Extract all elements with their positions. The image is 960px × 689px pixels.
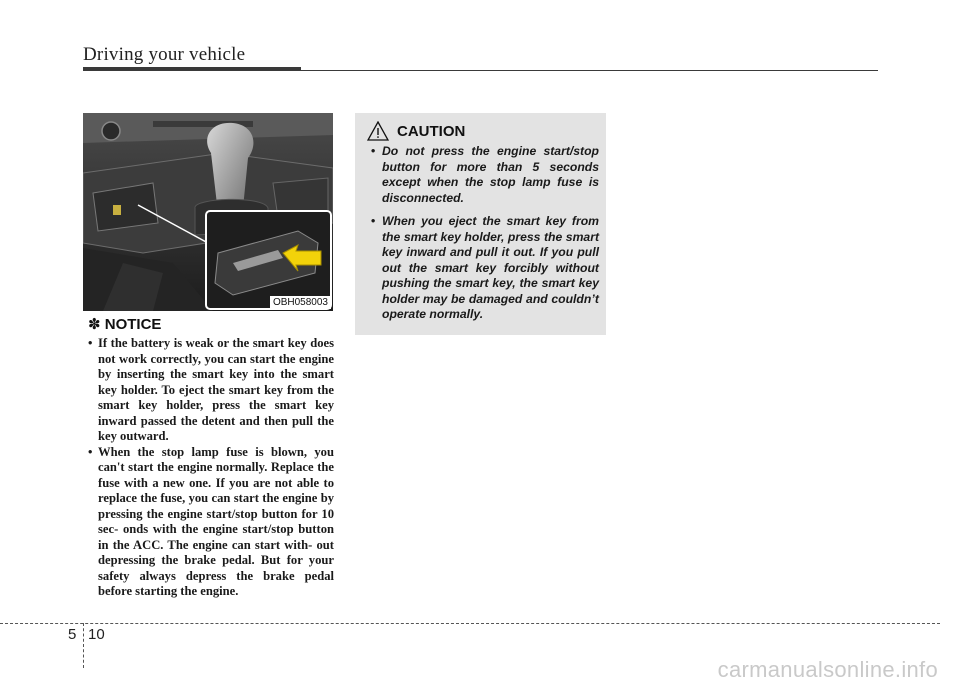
notice-item: • If the battery is weak or the smart key does not work correctly, you can start the engine by inserting the smart key into the smart key holder. To eject the smart key from the smart key holder, press the smart key inward passed the detent and then pull the key outward.: [88, 336, 334, 445]
chapter-number: 5: [68, 626, 77, 643]
caution-list: [371, 144, 599, 331]
notice-item: • When the stop lamp fuse is blown, you can't start the engine normally. Replace the fuse with a new one. If you are not able to replace the fuse, you can start the engine by pressing the engine start/stop button for 10 sec- onds with the engine start/stop button in the ACC. The engine can start with- out depressing the brake pedal. But for your safety always depress the brake pedal before starting the engine.: [88, 445, 334, 600]
smart-key-holder-photo: [83, 113, 333, 311]
caution-heading: CAUTION: [397, 122, 466, 140]
watermark-text: carmanualsonline.info: [717, 657, 938, 682]
footer-rule: [0, 623, 940, 624]
warning-triangle-icon: [367, 121, 389, 141]
footer-divider: [83, 623, 84, 668]
caution-item: • When you eject the smart key from the smart key holder, press the smart key inward and pull it out. If you pull out the smart key forcibly without pushing the smart key, the smart key holder may be damaged and couldn’t operate normally.: [371, 214, 599, 323]
notice-heading: ✽ NOTICE: [88, 316, 162, 333]
notice-list: [88, 336, 334, 600]
caution-item: • Do not press the engine start/stop button for more than 5 seconds except when the stop lamp fuse is disconnected.: [371, 144, 599, 206]
header-rule: [83, 70, 878, 71]
page-header-title: Driving your vehicle: [83, 44, 246, 65]
caution-box: [355, 113, 606, 335]
caution-heading-row: [367, 121, 465, 141]
page-number: 10: [88, 626, 105, 643]
figure-code: OBH058003: [270, 296, 331, 309]
